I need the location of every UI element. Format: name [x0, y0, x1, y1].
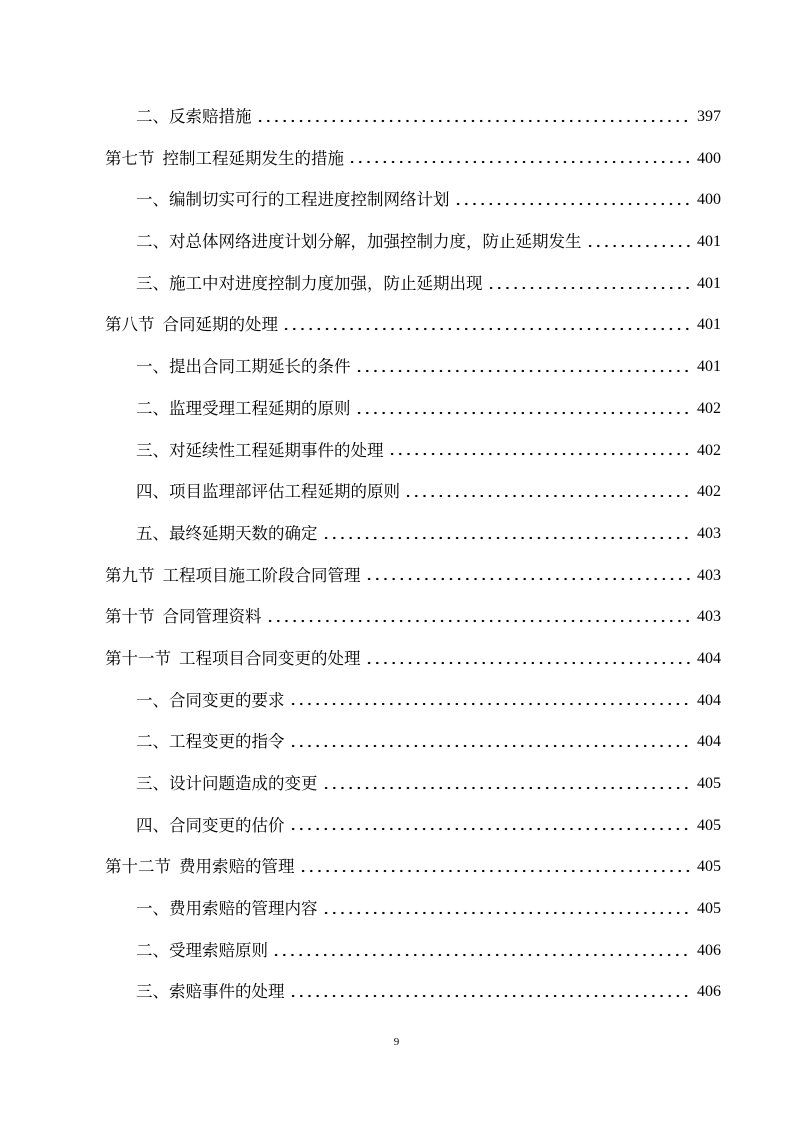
- toc-subsection-entry[interactable]: [0, 721, 793, 763]
- toc-subsection-entry[interactable]: [0, 763, 793, 805]
- toc-entry-title: [105, 846, 295, 888]
- toc-subsection-entry[interactable]: [0, 971, 793, 1013]
- toc-page-number: 401: [697, 274, 721, 292]
- toc-page-number: 404: [697, 733, 721, 751]
- toc-section-entry[interactable]: [0, 596, 793, 638]
- dot-leader: [348, 138, 691, 180]
- dot-leader: [289, 721, 692, 763]
- toc-entry-title: [136, 971, 285, 1013]
- toc-entry-text: 合同管理资料: [162, 607, 262, 627]
- toc-subsection-entry[interactable]: [0, 513, 793, 555]
- toc-entry-line: [136, 721, 721, 763]
- toc-page-number: 402: [697, 399, 721, 417]
- toc-entry-line: [136, 680, 721, 722]
- toc-page-number: 405: [697, 900, 721, 918]
- toc-section-number: 第九节: [105, 565, 155, 585]
- toc-entry-text: 五、最终延期天数的确定: [136, 523, 318, 543]
- dot-leader: [299, 846, 692, 888]
- toc-entry-text: 合同延期的处理: [162, 315, 278, 335]
- toc-subsection-entry[interactable]: [0, 388, 793, 430]
- toc-entry-title: [136, 930, 268, 972]
- toc-entry-text: 工程项目合同变更的处理: [179, 648, 361, 668]
- dot-leader: [355, 346, 692, 388]
- toc-entry-title: [136, 513, 318, 555]
- toc-entry-line: [136, 263, 721, 305]
- dot-leader: [322, 513, 692, 555]
- toc-section-entry[interactable]: [0, 555, 793, 597]
- toc-subsection-entry[interactable]: [0, 263, 793, 305]
- toc-section-entry[interactable]: [0, 638, 793, 680]
- toc-entry-line: [136, 971, 721, 1013]
- toc-section-entry[interactable]: [0, 304, 793, 346]
- toc-entry-title: [136, 388, 351, 430]
- toc-section-entry[interactable]: [0, 846, 793, 888]
- dot-leader: [272, 930, 691, 972]
- toc-subsection-entry[interactable]: [0, 96, 793, 138]
- toc-entry-text: 一、提出合同工期延长的条件: [136, 357, 351, 377]
- toc-page-number: 404: [697, 691, 721, 709]
- toc-page-number: 406: [697, 983, 721, 1001]
- toc-entry-line: [105, 846, 721, 888]
- toc-subsection-entry[interactable]: [0, 430, 793, 472]
- toc-subsection-entry[interactable]: [0, 805, 793, 847]
- toc-page-number: 403: [697, 566, 721, 584]
- toc-entry-text: 工程项目施工阶段合同管理: [162, 565, 361, 585]
- toc-entry-line: [105, 555, 721, 597]
- toc-entry-text: 一、费用索赔的管理内容: [136, 899, 318, 919]
- toc-page-number: 400: [697, 149, 721, 167]
- toc-entry-line: [136, 763, 721, 805]
- toc-page-number: 405: [697, 816, 721, 834]
- toc-entry-text: 四、项目监理部评估工程延期的原则: [136, 482, 400, 502]
- page-number: 9: [393, 1036, 400, 1048]
- toc-entry-title: [136, 263, 483, 305]
- toc-section-number: 第七节: [105, 148, 155, 168]
- toc-page-number: 406: [697, 941, 721, 959]
- toc-page-number: 401: [697, 233, 721, 251]
- toc-subsection-entry[interactable]: [0, 930, 793, 972]
- toc-entry-line: [136, 888, 721, 930]
- toc-subsection-entry[interactable]: [0, 680, 793, 722]
- toc-entry-text: 三、设计问题造成的变更: [136, 774, 318, 793]
- toc-entry-line: [105, 638, 721, 680]
- table-of-contents: [0, 96, 793, 1013]
- dot-leader: [365, 555, 692, 597]
- toc-subsection-entry[interactable]: [0, 179, 793, 221]
- toc-entry-line: [136, 930, 721, 972]
- toc-entry-line: [136, 430, 721, 472]
- toc-subsection-entry[interactable]: [0, 346, 793, 388]
- toc-entry-title: [136, 471, 400, 513]
- dot-leader: [266, 596, 692, 638]
- dot-leader: [322, 763, 692, 805]
- toc-page-number: 397: [697, 108, 721, 125]
- toc-entry-title: [136, 346, 351, 388]
- dot-leader: [282, 304, 691, 346]
- toc-entry-text: 二、反索赔措施: [136, 107, 252, 126]
- toc-section-number: 第八节: [105, 315, 155, 335]
- toc-entry-title: [136, 763, 318, 805]
- toc-page-number: 405: [697, 858, 721, 876]
- toc-subsection-entry[interactable]: [0, 221, 793, 263]
- toc-entry-line: [136, 805, 721, 847]
- dot-leader: [289, 680, 692, 722]
- toc-entry-text: 二、工程变更的指令: [136, 732, 285, 752]
- toc-entry-line: [105, 596, 721, 638]
- toc-entry-line: [136, 96, 721, 138]
- toc-entry-text: 四、合同变更的估价: [136, 815, 285, 835]
- toc-entry-text: 三、对延续性工程延期事件的处理: [136, 440, 384, 460]
- toc-entry-line: [136, 179, 721, 221]
- toc-entry-text: 三、索赔事件的处理: [136, 982, 285, 1002]
- toc-entry-title: [136, 721, 285, 763]
- dot-leader: [289, 971, 692, 1013]
- dot-leader: [289, 805, 692, 847]
- dot-leader: [586, 221, 692, 263]
- toc-entry-line: [136, 221, 721, 263]
- toc-entry-title: [105, 596, 262, 638]
- toc-entry-text: 一、合同变更的要求: [136, 690, 285, 710]
- toc-page-number: 402: [697, 441, 721, 459]
- toc-entry-line: [105, 304, 721, 346]
- toc-entry-text: 一、编制切实可行的工程进度控制网络计划: [136, 190, 450, 210]
- dot-leader: [322, 888, 692, 930]
- toc-page-number: 403: [697, 524, 721, 542]
- toc-page-number: 404: [697, 649, 721, 667]
- toc-section-entry[interactable]: [0, 138, 793, 180]
- toc-entry-line: [136, 471, 721, 513]
- toc-entry-text: 二、监理受理工程延期的原则: [136, 398, 351, 418]
- toc-section-number: 第十一节: [105, 648, 171, 668]
- toc-entry-title: [136, 430, 384, 472]
- toc-entry-text: 二、受理索赔原则: [136, 940, 268, 960]
- dot-leader: [404, 471, 691, 513]
- toc-page-number: 402: [697, 483, 721, 501]
- toc-entry-text: 控制工程延期发生的措施: [162, 148, 344, 168]
- toc-section-number: 第十二节: [105, 857, 171, 877]
- toc-entry-title: [105, 638, 361, 680]
- toc-entry-title: [105, 555, 361, 597]
- toc-section-number: 第十节: [105, 607, 155, 627]
- dot-leader: [256, 96, 692, 138]
- toc-entry-text: 费用索赔的管理: [179, 857, 295, 877]
- toc-page-number: 403: [697, 608, 721, 626]
- toc-entry-title: [105, 138, 344, 180]
- toc-page-number: 401: [697, 316, 721, 334]
- toc-subsection-entry[interactable]: [0, 888, 793, 930]
- toc-entry-title: [136, 680, 285, 722]
- toc-entry-line: [136, 513, 721, 555]
- toc-entry-text: 三、施工中对进度控制力度加强，防止延期出现: [136, 273, 483, 293]
- toc-entry-title: [136, 888, 318, 930]
- toc-entry-title: [136, 805, 285, 847]
- toc-page-number: 405: [697, 775, 721, 792]
- toc-entry-line: [105, 138, 721, 180]
- toc-entry-line: [136, 388, 721, 430]
- toc-page-number: 400: [697, 191, 721, 209]
- dot-leader: [487, 263, 692, 305]
- dot-leader: [365, 638, 692, 680]
- dot-leader: [454, 179, 692, 221]
- toc-entry-title: [136, 179, 450, 221]
- dot-leader: [388, 430, 692, 472]
- toc-entry-title: [105, 304, 278, 346]
- toc-page-number: 401: [697, 358, 721, 376]
- toc-entry-text: 二、对总体网络进度计划分解，加强控制力度，防止延期发生: [136, 232, 582, 252]
- toc-entry-title: [136, 221, 582, 263]
- dot-leader: [355, 388, 692, 430]
- toc-entry-line: [136, 346, 721, 388]
- toc-entry-title: [136, 96, 252, 138]
- toc-subsection-entry[interactable]: [0, 471, 793, 513]
